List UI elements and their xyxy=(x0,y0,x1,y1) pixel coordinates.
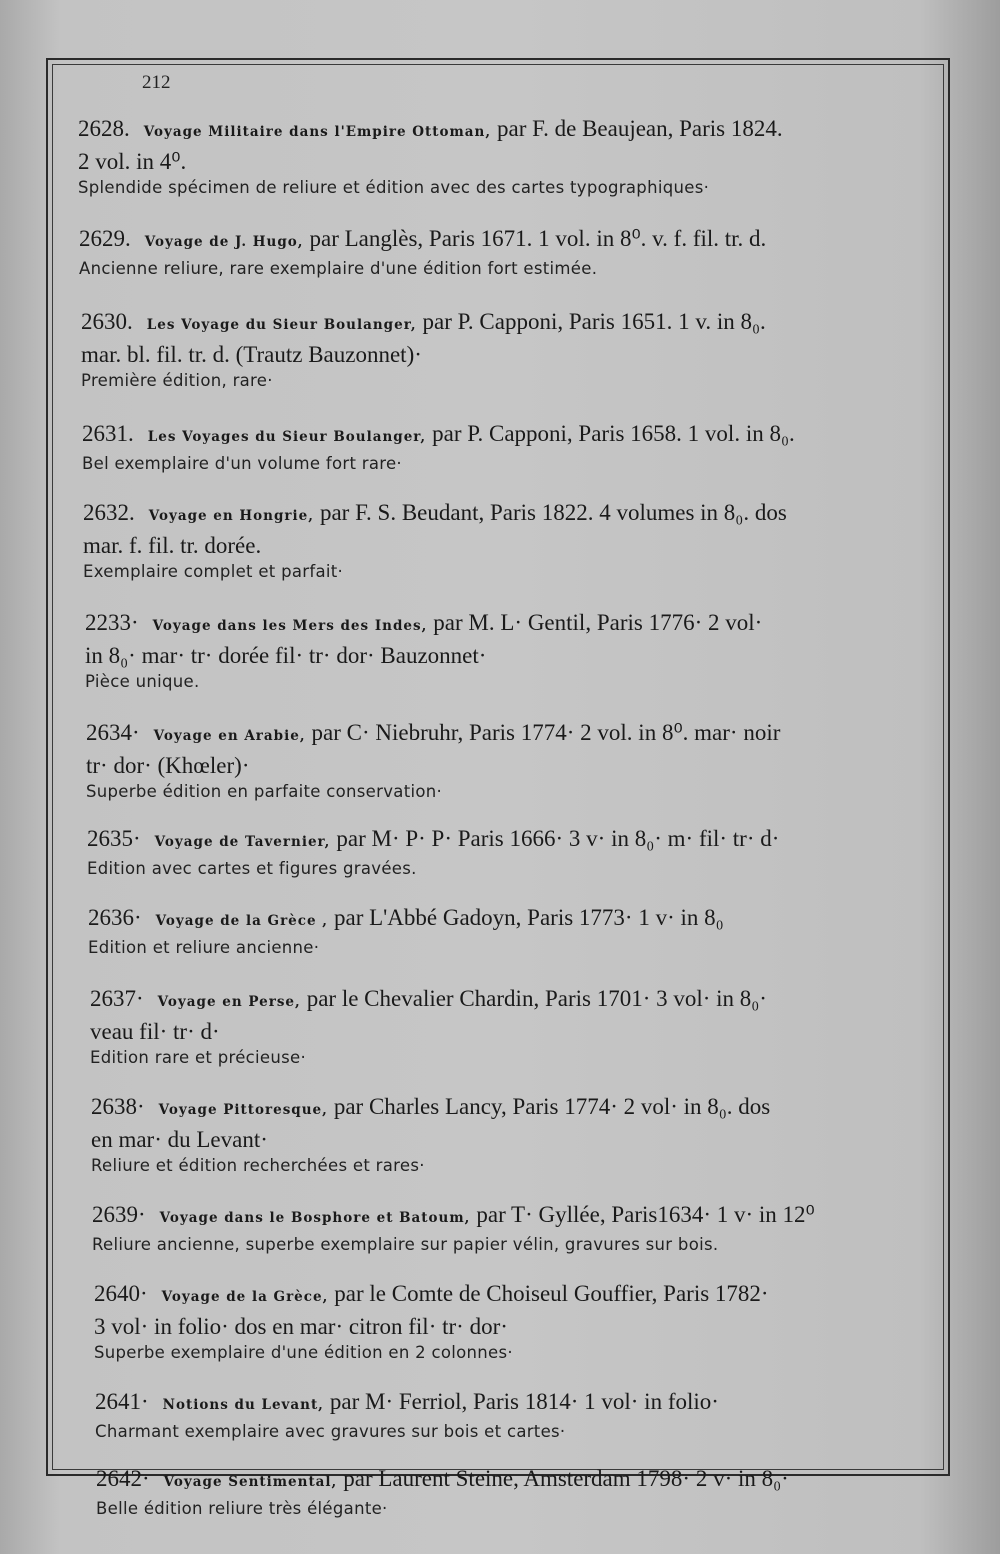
entry-heading-line xyxy=(87,824,940,857)
catalogue-entry xyxy=(78,1279,940,1365)
entry-title: Voyage dans le Bosphore et Batoum, xyxy=(159,1210,471,1226)
entry-title: Voyage Militaire dans l'Empire Ottoman, xyxy=(143,124,492,140)
catalogue-entries xyxy=(78,92,940,1521)
catalogue-entry xyxy=(78,718,940,804)
entry-number: 2629. xyxy=(79,226,131,251)
entry-note: Exemplaire complet et parfait· xyxy=(83,562,344,581)
catalogue-entry xyxy=(78,1387,940,1444)
entry-details: par le Comte de Choiseul Gouffier, Paris 1782· xyxy=(334,1281,769,1306)
entry-note: Splendide spécimen de reliure et édition avec des cartes typographiques· xyxy=(78,178,710,197)
entry-title: Les Voyage du Sieur Boulanger, xyxy=(146,317,417,333)
entry-heading-line xyxy=(96,1464,940,1497)
entry-title: Voyage de la Grèce, xyxy=(161,1289,329,1305)
entry-details-continued: mar. bl. fil. tr. d. (Trautz Bauzonnet)· xyxy=(81,342,422,367)
catalogue-entry xyxy=(78,824,940,881)
entry-number: 2642· xyxy=(96,1466,150,1491)
entry-note: Reliure et édition recherchées et rares· xyxy=(91,1156,425,1175)
entry-heading-line xyxy=(78,114,940,147)
entry-heading-line xyxy=(82,419,940,452)
entry-details-continued: 2 vol. in 4⁰. xyxy=(78,149,187,174)
entry-note: Superbe édition en parfaite conservation· xyxy=(86,782,443,801)
entry-details: par L'Abbé Gadoyn, Paris 1773· 1 v· in 8₀ xyxy=(333,905,724,930)
catalogue-entry xyxy=(78,984,940,1070)
entry-number: 2632. xyxy=(83,500,135,525)
entry-number: 2631. xyxy=(82,421,134,446)
entry-details: par le Chevalier Chardin, Paris 1701· 3 vol· in 8₀· xyxy=(306,986,767,1011)
entry-details-continued: tr· dor· (Khœler)· xyxy=(86,753,250,778)
entry-heading-line xyxy=(90,984,940,1017)
catalogue-entry xyxy=(78,1200,940,1257)
catalogue-entry xyxy=(78,903,940,960)
entry-title: Notions du Levant, xyxy=(162,1397,324,1413)
entry-number: 2628. xyxy=(78,116,130,141)
entry-title: Voyage de la Grèce , xyxy=(155,913,328,929)
entry-details: par M· Ferriol, Paris 1814· 1 vol· in folio· xyxy=(329,1389,719,1414)
entry-details: par Charles Lancy, Paris 1774· 2 vol· in 8₀. dos xyxy=(333,1094,771,1119)
entry-title: Voyage de J. Hugo, xyxy=(144,234,304,250)
entry-number: 2233· xyxy=(85,610,139,635)
catalogue-entry xyxy=(78,608,940,694)
entry-details: par F. de Beaujean, Paris 1824. xyxy=(497,116,783,141)
entry-heading-line xyxy=(79,224,940,257)
entry-heading-line xyxy=(83,498,940,531)
entry-number: 2636· xyxy=(88,905,142,930)
entry-note: Reliure ancienne, superbe exemplaire sur papier vélin, gravures sur bois. xyxy=(92,1235,719,1254)
catalogue-entry xyxy=(78,114,940,200)
entry-details: par M· P· P· Paris 1666· 3 v· in 8₀· m· fil· tr· d· xyxy=(336,826,780,851)
entry-details-continued: in 8₀· mar· tr· dorée fil· tr· dor· Bauzonnet· xyxy=(85,643,487,668)
entry-number: 2635· xyxy=(87,826,141,851)
entry-number: 2634· xyxy=(86,720,140,745)
entry-heading-line xyxy=(95,1387,940,1420)
entry-heading-line xyxy=(88,903,940,936)
entry-details-continued: veau fil· tr· d· xyxy=(90,1019,220,1044)
entry-number: 2638· xyxy=(91,1094,145,1119)
catalogue-entry xyxy=(78,1092,940,1178)
entry-number: 2640· xyxy=(94,1281,148,1306)
entry-heading-line xyxy=(94,1279,940,1312)
entry-details: par P. Capponi, Paris 1658. 1 vol. in 8₀. xyxy=(432,421,795,446)
catalogue-entry xyxy=(78,419,940,476)
entry-note: Belle édition reliure très élégante· xyxy=(96,1499,388,1518)
entry-details: par F. S. Beudant, Paris 1822. 4 volumes in 8₀. dos xyxy=(319,500,787,525)
entry-heading-line xyxy=(81,307,940,340)
entry-title: Voyage Pittoresque, xyxy=(158,1102,328,1118)
entry-number: 2630. xyxy=(81,309,133,334)
entry-title: Les Voyages du Sieur Boulanger, xyxy=(147,429,427,445)
entry-details-continued: mar. f. fil. tr. dorée. xyxy=(83,533,262,558)
catalogue-entry xyxy=(78,1464,940,1521)
entry-note: Pièce unique. xyxy=(85,672,200,691)
entry-details: par T· Gyllée, Paris1634· 1 v· in 12⁰ xyxy=(476,1202,815,1227)
entry-title: Voyage en Perse, xyxy=(157,994,301,1010)
entry-note: Edition avec cartes et figures gravées. xyxy=(87,859,417,878)
entry-heading-line xyxy=(91,1092,940,1125)
entry-title: Voyage en Arabie, xyxy=(153,728,306,744)
entry-title: Voyage de Tavernier, xyxy=(154,834,331,850)
entry-number: 2641· xyxy=(95,1389,149,1414)
entry-details: par Langlès, Paris 1671. 1 vol. in 8⁰. v. f. fil. tr. d. xyxy=(309,226,767,251)
entry-details-continued: en mar· du Levant· xyxy=(91,1127,268,1152)
entry-number: 2637· xyxy=(90,986,144,1011)
entry-note: Première édition, rare· xyxy=(81,371,273,390)
entry-heading-line xyxy=(85,608,940,641)
entry-note: Superbe exemplaire d'une édition en 2 colonnes· xyxy=(94,1343,513,1362)
entry-details: par Laurent Steine, Amsterdam 1798· 2 v· in 8₀· xyxy=(343,1466,789,1491)
entry-details: par M. L· Gentil, Paris 1776· 2 vol· xyxy=(433,610,763,635)
catalogue-entry xyxy=(78,498,940,584)
entry-note: Ancienne reliure, rare exemplaire d'une édition fort estimée. xyxy=(79,259,598,278)
catalogue-entry xyxy=(78,224,940,281)
entry-note: Charmant exemplaire avec gravures sur bois et cartes· xyxy=(95,1422,566,1441)
entry-details-continued: 3 vol· in folio· dos en mar· citron fil· tr· dor· xyxy=(94,1314,508,1339)
page-number: 212 xyxy=(142,72,171,93)
entry-note: Bel exemplaire d'un volume fort rare· xyxy=(82,454,402,473)
entry-title: Voyage dans les Mers des Indes, xyxy=(152,618,428,634)
entry-note: Edition rare et précieuse· xyxy=(90,1048,307,1067)
entry-title: Voyage en Hongrie, xyxy=(148,508,314,524)
catalogue-entry xyxy=(78,307,940,393)
entry-details: par C· Niebruhr, Paris 1774· 2 vol. in 8⁰. mar· noir xyxy=(311,720,781,745)
entry-heading-line xyxy=(86,718,940,751)
entry-title: Voyage Sentimental, xyxy=(163,1474,338,1490)
entry-details: par P. Capponi, Paris 1651. 1 v. in 8₀. xyxy=(422,309,766,334)
entry-note: Edition et reliure ancienne· xyxy=(88,938,320,957)
entry-number: 2639· xyxy=(92,1202,146,1227)
entry-heading-line xyxy=(92,1200,940,1233)
